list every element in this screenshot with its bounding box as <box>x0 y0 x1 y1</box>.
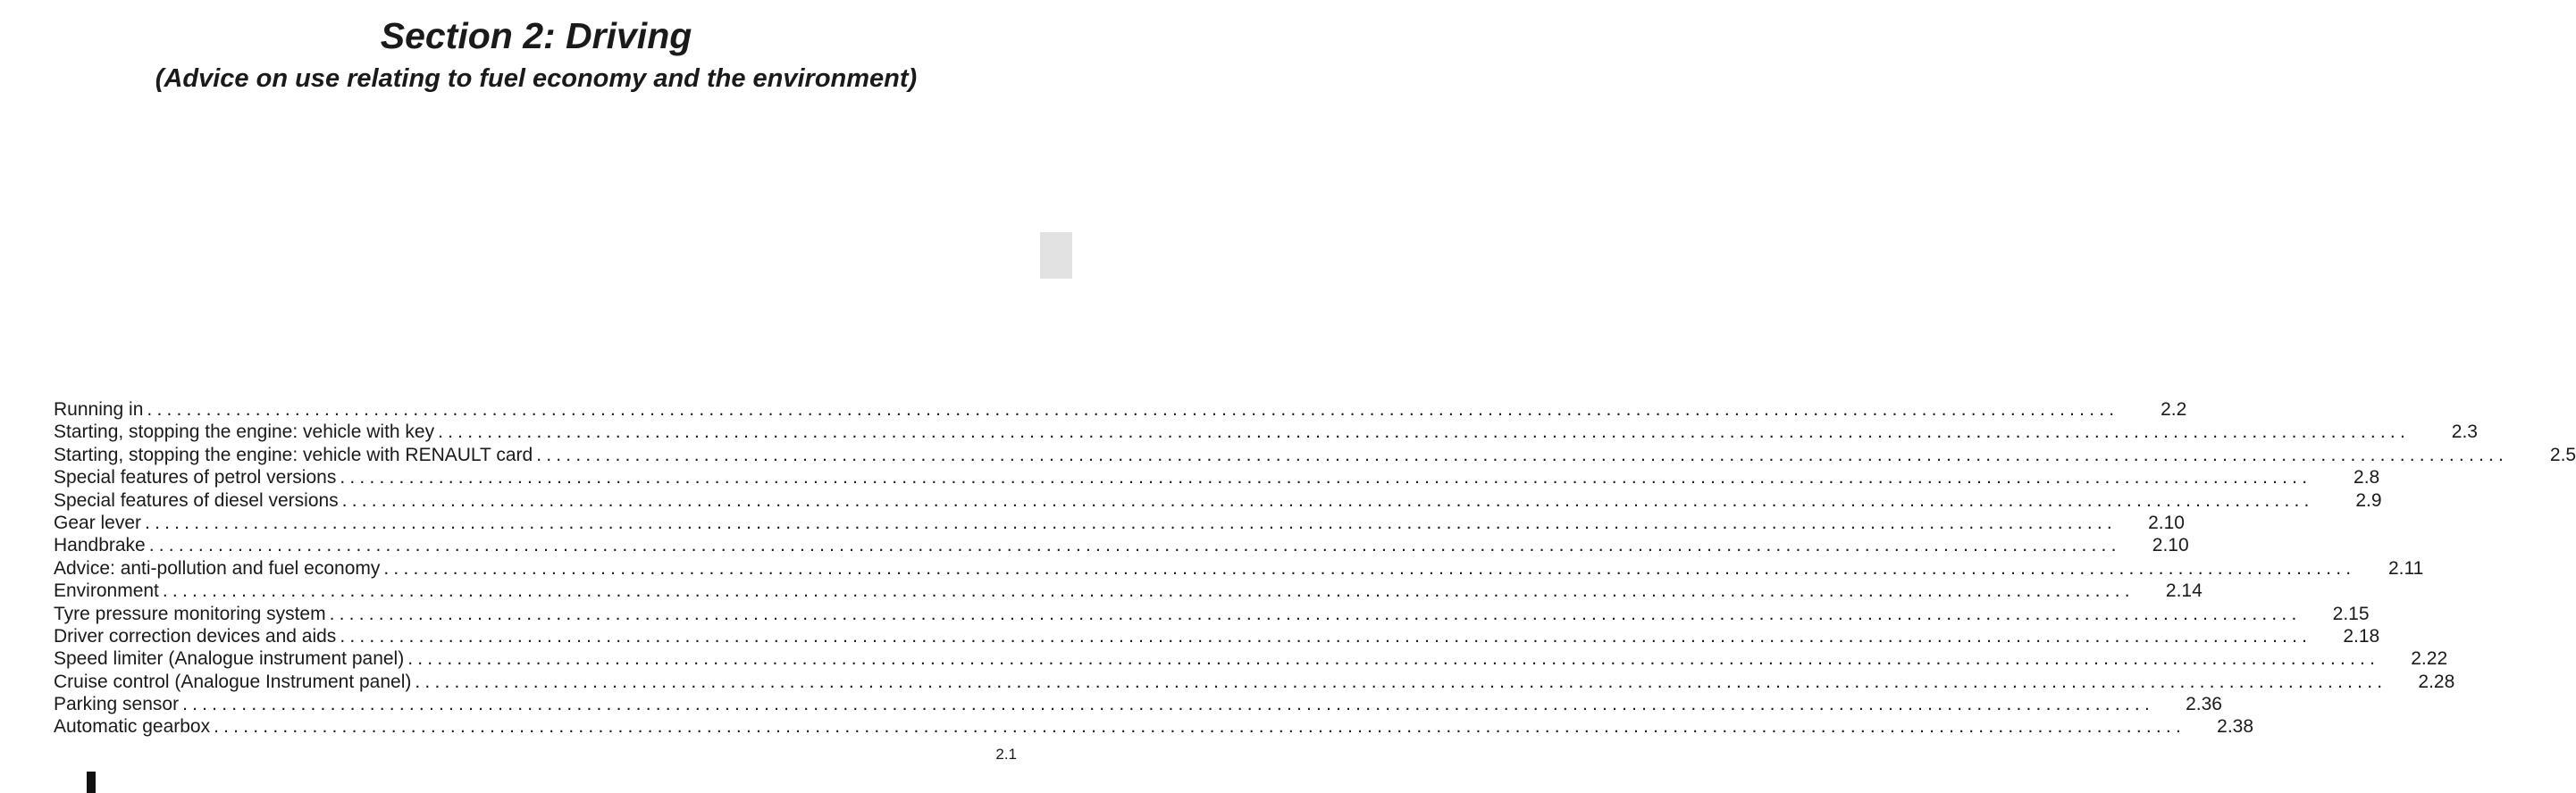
toc-entry-label: Parking sensor <box>54 694 180 715</box>
toc-entry-page: 2.2 <box>2161 399 2187 420</box>
toc-entry-page: 2.22 <box>2411 648 2448 670</box>
toc-leader-dots: ........................................................................................................................................................................................................ <box>214 716 2186 738</box>
toc-entry-label: Special features of petrol versions <box>54 467 337 488</box>
table-of-contents <box>54 398 2576 739</box>
toc-entry-label: Running in <box>54 399 144 420</box>
toc-leader-dots: ........................................................................................................................................................................................................ <box>415 671 2387 692</box>
toc-entry-label: Driver correction devices and aids <box>54 625 337 647</box>
toc-entry-label: Special features of diesel versions <box>54 489 339 511</box>
toc-entry-page: 2.14 <box>2165 580 2203 602</box>
toc-entry-label: Starting, stopping the engine: vehicle with RENAULT card <box>54 444 533 465</box>
toc-entry-page: 2.28 <box>2418 671 2455 692</box>
toc-entry-page: 2.3 <box>2451 422 2478 443</box>
toc-leader-dots: ........................................................................................................................................................................................................ <box>340 625 2312 647</box>
toc-leader-dots: ........................................................................................................................................................................................................ <box>438 422 2410 443</box>
toc-entry-page: 2.10 <box>2148 512 2185 533</box>
page-number: 2.1 <box>995 746 1017 763</box>
toc-entry-gear-lever[interactable] <box>54 512 2185 534</box>
toc-entry-label: Starting, stopping the engine: vehicle with key <box>54 422 435 443</box>
toc-entry-speed-limiter[interactable] <box>54 647 2448 670</box>
toc-entry-automatic-gearbox[interactable] <box>54 715 2254 738</box>
toc-entry-handbrake[interactable] <box>54 534 2189 556</box>
toc-leader-dots: ........................................................................................................................................................................................................ <box>329 603 2302 624</box>
toc-leader-dots: ........................................................................................................................................................................................................ <box>341 489 2314 511</box>
toc-entry-page: 2.8 <box>2354 467 2380 488</box>
toc-entry-label: Automatic gearbox <box>54 716 211 738</box>
toc-entry-page: 2.9 <box>2355 489 2382 511</box>
toc-leader-dots: ........................................................................................................................................................................................................ <box>147 399 2119 420</box>
toc-entry-petrol-versions[interactable] <box>54 466 2380 488</box>
page-title: Section 2: Driving <box>380 15 692 56</box>
toc-leader-dots: ........................................................................................................................................................................................................ <box>340 467 2312 488</box>
section-tab <box>1040 232 1072 279</box>
toc-entry-diesel-versions[interactable] <box>54 489 2382 512</box>
toc-entry-driver-aids[interactable] <box>54 625 2380 647</box>
toc-entry-label: Speed limiter (Analogue instrument panel) <box>54 648 405 670</box>
toc-entry-page: 2.10 <box>2152 535 2189 556</box>
toc-entry-label: Cruise control (Analogue Instrument panel) <box>54 671 412 692</box>
toc-entry-page: 2.11 <box>2387 557 2424 579</box>
toc-entry-anti-pollution[interactable] <box>54 557 2424 580</box>
toc-leader-dots: ........................................................................................................................................................................................................ <box>407 648 2380 670</box>
toc-entry-label: Advice: anti-pollution and fuel economy <box>54 557 381 579</box>
toc-entry-page: 2.36 <box>2186 694 2222 715</box>
margin-mark <box>87 772 96 793</box>
toc-leader-dots: ........................................................................................................................................................................................................ <box>182 694 2154 715</box>
toc-entry-page: 2.38 <box>2217 716 2254 738</box>
toc-entry-environment[interactable] <box>54 580 2203 602</box>
toc-leader-dots: ........................................................................................................................................................................................................ <box>162 580 2135 602</box>
toc-entry-starting-key[interactable] <box>54 421 2478 443</box>
toc-entry-label: Handbrake <box>54 535 146 556</box>
toc-entry-label: Tyre pressure monitoring system <box>54 603 326 624</box>
toc-entry-tyre-pressure[interactable] <box>54 603 2370 625</box>
toc-entry-parking-sensor[interactable] <box>54 693 2222 715</box>
toc-entry-starting-card[interactable] <box>54 444 2576 466</box>
toc-entry-page: 2.5 <box>2549 444 2576 465</box>
toc-leader-dots: ........................................................................................................................................................................................................ <box>145 512 2117 533</box>
toc-entry-running-in[interactable] <box>54 398 2187 421</box>
toc-leader-dots: ........................................................................................................................................................................................................ <box>536 444 2509 465</box>
toc-leader-dots: ........................................................................................................................................................................................................ <box>383 557 2356 579</box>
toc-leader-dots: ........................................................................................................................................................................................................ <box>148 535 2121 556</box>
page-subtitle: (Advice on use relating to fuel economy and the environment) <box>155 64 918 93</box>
toc-entry-label: Environment <box>54 580 159 602</box>
toc-entry-cruise-control[interactable] <box>54 671 2455 693</box>
toc-entry-label: Gear lever <box>54 512 142 533</box>
toc-entry-page: 2.18 <box>2343 625 2380 647</box>
toc-entry-page: 2.15 <box>2332 603 2370 624</box>
